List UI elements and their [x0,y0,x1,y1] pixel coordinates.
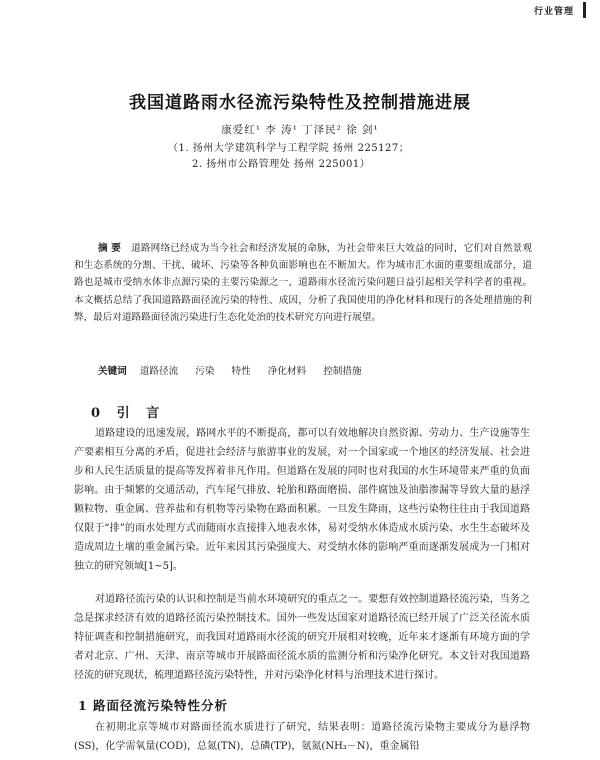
keyword-1: 道路径流 [139,366,179,377]
paper-title: 我国道路雨水径流污染特性及控制措施进展 [129,93,471,113]
abstract-label: 摘 要 [98,243,122,254]
intro-paragraph-1: 道路建设的迅速发展，路网水平的不断提高，都可以有效地解决自然资源、劳动力、生产设施等生产要素相互分离的矛盾，促进社会经济与旅游事业的发展，对一个国家或一个地区的经济发展、社会进步和人民生活质量的提高等发挥着非凡作用。但道路在发展的同时也对我国的水生环境带来严重的负面影响。由于频繁的交通活动，汽车尾气排放、轮胎和路面磨损、部件腐蚀及油脂渗漏等导致大量的悬浮颗粒物、重金属、营养盐和有机物等污染物在路面积累。一旦发生降雨，这些污染物往往由于我国道路仅限于“排”的雨水处理方式而随雨水直接排入地表水体，易对受纳水体造成水质污染、水生生态破坏及造成周边土壤的重金属污染。近年来因其污染强度大、对受纳水体的影响严重而逐渐发展成为一门相对独立的研究领域[1~5]。 [74,428,530,572]
affiliation-2: 2. 扬州市公路管理处 扬州 225001） [192,159,371,170]
keyword-3: 特性 [231,366,251,377]
intro-paragraph-2: 对道路径流污染的认识和控制是当前水环境研究的重点之一。要想有效控制道路径流污染，当务之急是探求经济有效的道路径流污染控制技术。国外一些发达国家对道路径流已经开展了广泛关径流水质特征调查和控制措施研究，而我国对道路雨水径流的研究开展相对较晚，近年来才逐渐有环境方面的学者对北京、广州、天津、南京等城市开展路面径流水质的监测分析和污染净化研究。本文针对我国道路径流的研究现状，梳理道路径流污染特性，并对污染净化材料与治理技术进行探讨。 [74,594,530,681]
author-list: 康爱红¹ 李 涛¹ 丁泽民² 徐 剑¹ [221,124,379,136]
keyword-5: 控制措施 [323,366,362,377]
abstract-text: 道路网络已经成为当今社会和经济发展的命脉，为社会带来巨大效益的同时，它们对自然景观和生态系统的分割、干扰、破坏、污染等各种负面影响也在不断加大。作为城市汇水面的重要组成部分，道路也是城市受纳水体非点源污染的主要污染源之一，道路雨水径流污染问题日益引起相关学科学者的重视。本文概括总结了我国道路路面径流污染的特性、成因，分析了我国使用的净化材料和现行的各处理措施的利弊，最后对道路路面径流污染进行生态化处治的技术研究方向进行展望。 [74,243,533,323]
affiliation-1: （1. 扬州大学建筑科学与工程学院 扬州 225127； [168,143,410,154]
running-header [0,0,600,22]
keyword-2: 污染 [195,366,215,377]
keyword-4: 净化材料 [267,366,307,377]
keywords [98,363,376,377]
running-title: 行业管理 [533,7,574,17]
header-marker [583,2,586,18]
section-1-paragraph-1: 在初期北京等城市对路面径流水质进行了研究，结果表明：道路径流污染物主要成分为悬浮物(SS)，化学需氧量(COD)，总氮(TN)，总磷(TP)，氨氮(NH₃－N)，重金属铅 [74,722,530,752]
abstract [74,240,532,326]
keywords-label: 关键词 [98,366,127,377]
section-heading-1: 1 路面径流污染特性分析 [78,698,229,713]
section-heading-introduction: 0 引 言 [91,406,166,421]
